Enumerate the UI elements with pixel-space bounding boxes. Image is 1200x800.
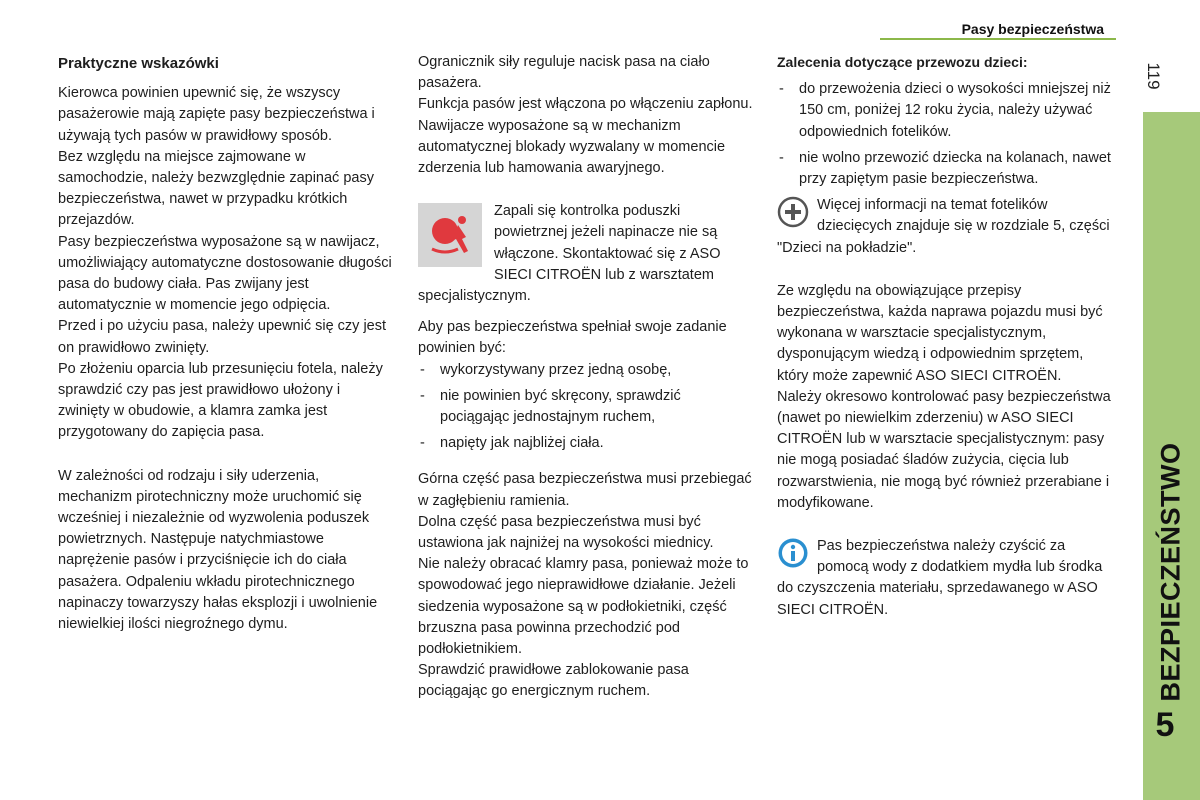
warning-note [418,201,754,307]
list-item: - wykorzystywany przez jedną osobę, [418,360,754,381]
list-item: - napięty jak najbliżej ciała. [418,433,754,454]
paragraph: Po złożeniu oparcia lub przesunięciu fotela, należy sprawdzić czy pas jest prawidłowo ułożony i zwinięty w obudowie, a klamra zamka jest przygotowany do zapięcia pasa. [58,360,383,441]
plus-note-text: Więcej informacji na temat fotelików dziecięcych znajduje się w rozdziale 5, części "Dzieci na pokładzie". [777,197,1110,256]
running-header: Pasy bezpieczeństwa [961,21,1104,37]
paragraph: Przed i po użyciu pasa, należy upewnić się czy jest on prawidłowo zwinięty. [58,318,387,356]
children-list [777,79,1117,190]
paragraph: Bez względu na miejsce zajmowane w samochodzie, należy bezwzględnie zapinać pasy bezpieczeństwa, nawet w przypadku krótkich przejazdów. [58,148,374,229]
warning-text: Zapali się kontrolka poduszki powietrznej jeżeli napinacze nie są włączone. Skontaktować się z ASO SIECI CITROËN lub z warsztatem specjalistycznym. [418,203,721,305]
plus-note [777,195,1117,259]
paragraph: Górna część pasa bezpieczeństwa musi przebiegać w zagłębieniu ramienia. [418,471,752,509]
chapter-number: 5 [1155,706,1175,744]
header-rule [880,38,1116,40]
plus-icon [777,196,809,228]
paragraph: Nie należy obracać klamry pasa, ponieważ może to spowodować jego nieprawidłowe działanie. Jeżeli siedzenia wyposażone są w podłokietniki, część brzuszna pasa powinna przechodzić pod podłokietnikiem. [418,556,749,658]
info-note [777,536,1117,621]
section-title: Zalecenia dotyczące przewozu dzieci: [777,54,1028,70]
list-intro: Aby pas bezpieczeństwa spełniał swoje zadanie powinien być: [418,319,727,357]
page-number: 119 [1144,62,1163,90]
info-note-text: Pas bezpieczeństwa należy czyścić za pomocą wody z dodatkiem mydła lub środka do czyszczenia materiału, sprzedawanego w ASO SIECI CITROËN. [777,538,1103,618]
section-title: Praktyczne wskazówki [58,55,219,72]
paragraph: Ze względu na obowiązujące przepisy bezpieczeństwa, każda naprawa pojazdu musi być wykonana w warsztacie specjalistycznym, dysponującym wiedzą i odpowiednim sprzętem, który może zapewnić ASO SIECI CITROËN. [777,282,1103,384]
paragraph: Kierowca powinien upewnić się, że wszyscy pasażerowie mają zapięte pasy bezpieczeństwa i używają tych pasów w prawidłowy sposób. [58,85,375,144]
column-1 [58,53,393,635]
paragraph: Dolna część pasa bezpieczeństwa musi być ustawiona jak najniżej na wysokości miednicy. [418,513,714,552]
paragraph: Należy okresowo kontrolować pasy bezpieczeństwa (nawet po niewielkim zderzeniu) w ASO SIECI CITROËN lub w warsztacie specjalistycznym: pasy nie mogą posiadać śladów zużycia, cięcia lub rozwarstwienia, nie mogą być również przerabiane i modyfikowane. [777,388,1111,511]
airbag-warning-icon [418,203,482,267]
column-2 [418,52,754,703]
info-icon [777,537,809,569]
paragraph: Funkcja pasów jest włączona po włączeniu zapłonu. [418,96,753,113]
chapter-side-title: BEZPIECZEŃSTWO [1155,442,1186,702]
requirements-list [418,360,754,455]
paragraph: Sprawdzić prawidłowe zablokowanie pasa pociągając go energicznym ruchem. [418,662,689,700]
paragraph: W zależności od rodzaju i siły uderzenia, mechanizm pirotechniczny może uruchomić się wcześniej i niezależnie od wyzwolenia poduszek powietrznych. Następuje natychmiastowe naprężenie pasów i przyciśnięcie ich do ciała pasażera. Odpaleniu wkładu pirotechnicznego napinaczy towarzyszy hałas eksplozji i uwolnienie niewielkiej ilości niegroźnego dymu. [58,467,378,633]
paragraph: Ogranicznik siły reguluje nacisk pasa na ciało pasażera. [418,54,710,92]
paragraph: Nawijacze wyposażone są w mechanizm automatycznej blokady wyzwalany w momencie zderzenia lub hamowania awaryjnego. [418,117,726,177]
column-3 [777,52,1117,621]
list-item: - nie powinien być skręcony, sprawdzić pociągając jednostajnym ruchem, [418,386,754,428]
list-item: - nie wolno przewozić dziecka na kolanach, nawet przy zapiętym pasie bezpieczeństwa. [777,148,1117,190]
paragraph: Pasy bezpieczeństwa wyposażone są w nawijacz, umożliwiający automatyczne dostosowanie długości pasa do budowy ciała. Pas zwijany jest automatycznie w momencie jego odpięcia. [58,233,392,314]
list-item: - do przewożenia dzieci o wysokości mniejszej niż 150 cm, poniżej 12 roku życia, należy używać odpowiednich fotelików. [777,79,1117,143]
